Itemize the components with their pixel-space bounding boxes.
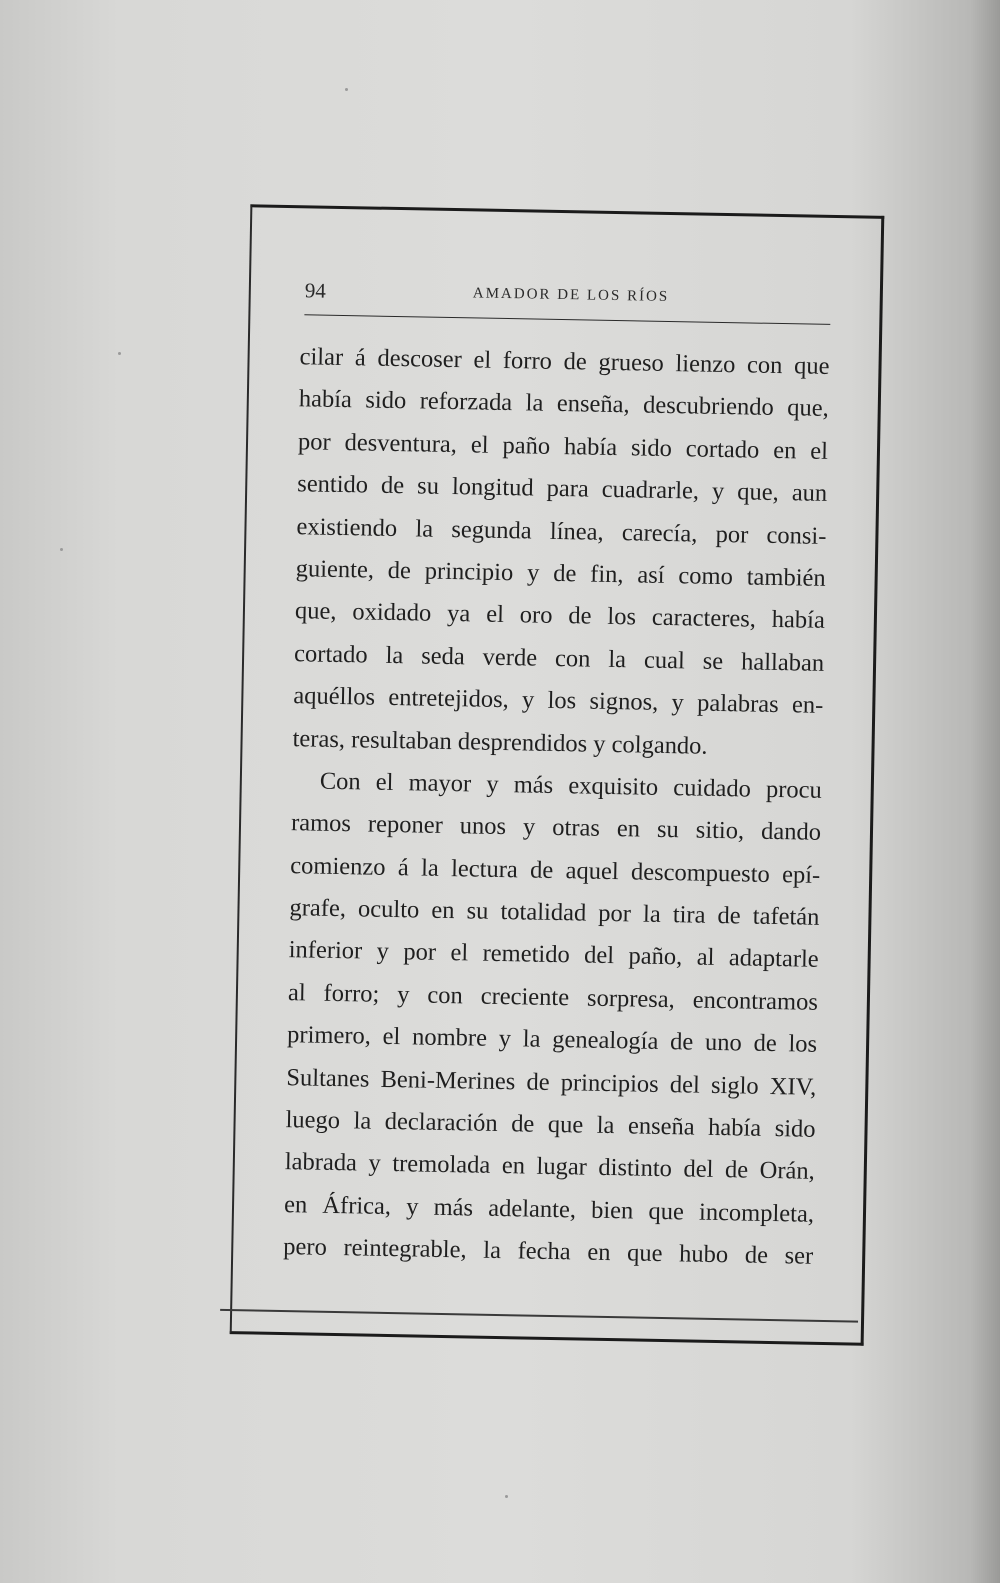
text-line: comienzo á la lectura de aquel descompuesto epí-: [290, 851, 821, 889]
text-line: grafe, oculto en su totalidad por la tira de tafetán: [289, 894, 820, 931]
page-frame: [230, 204, 885, 1345]
text-line: existiendo la segunda línea, carecía, por consi-: [296, 512, 827, 550]
text-line: cortado la seda verde con la cual se hallaban: [293, 639, 825, 677]
text-line: labrada y tremolada en lugar distinto del de Orán,: [284, 1148, 816, 1186]
page-number: 94: [304, 278, 327, 303]
text-line: teras, resultaban desprendidos y colgando.: [292, 724, 708, 760]
text-line: primero, el nombre y la genealogía de uno de los: [286, 1021, 818, 1059]
text-line: pero reintegrable, la fecha en que hubo de ser: [283, 1233, 814, 1270]
running-head: [304, 274, 831, 325]
text-line: había sido reforzada la enseña, descubriendo que,: [298, 385, 830, 423]
text-line: al forro; y con creciente sorpresa, encontramos: [287, 978, 819, 1016]
text-line: Sultanes Beni-Merines de principios del siglo XIV,: [286, 1063, 817, 1101]
scan-speck: [118, 352, 121, 355]
text-line: cilar á descoser el forro de grueso lienzo con que: [299, 343, 830, 380]
text-line: en África, y más adelante, bien que incompleta,: [283, 1190, 815, 1228]
text-line: guiente, de principio y de fin, así como también: [295, 555, 826, 592]
body-text: [283, 336, 830, 1278]
text-line: Con el mayor y más exquisito cuidado procu: [319, 767, 823, 804]
text-line: aquéllos entretejidos, y los signos, y palabras en-: [293, 682, 824, 719]
text-line: ramos reponer unos y otras en su sitio, dando: [290, 809, 822, 847]
scan-speck: [60, 548, 63, 551]
scan-speck: [505, 1495, 508, 1498]
running-title: AMADOR DE LOS RÍOS: [472, 285, 670, 305]
text-line: sentido de su longitud para cuadrarle, y que, aun: [297, 470, 828, 508]
frame-inner-edge: [220, 1309, 858, 1323]
text-line: luego la declaración de que la enseña había sido: [285, 1106, 816, 1143]
text-line: por desventura, el paño había sido cortado en el: [297, 427, 829, 465]
scan-speck: [345, 88, 348, 91]
text-line: inferior y por el remetido del paño, al adaptarle: [288, 936, 819, 974]
text-line: que, oxidado ya el oro de los caracteres, había: [294, 597, 826, 635]
